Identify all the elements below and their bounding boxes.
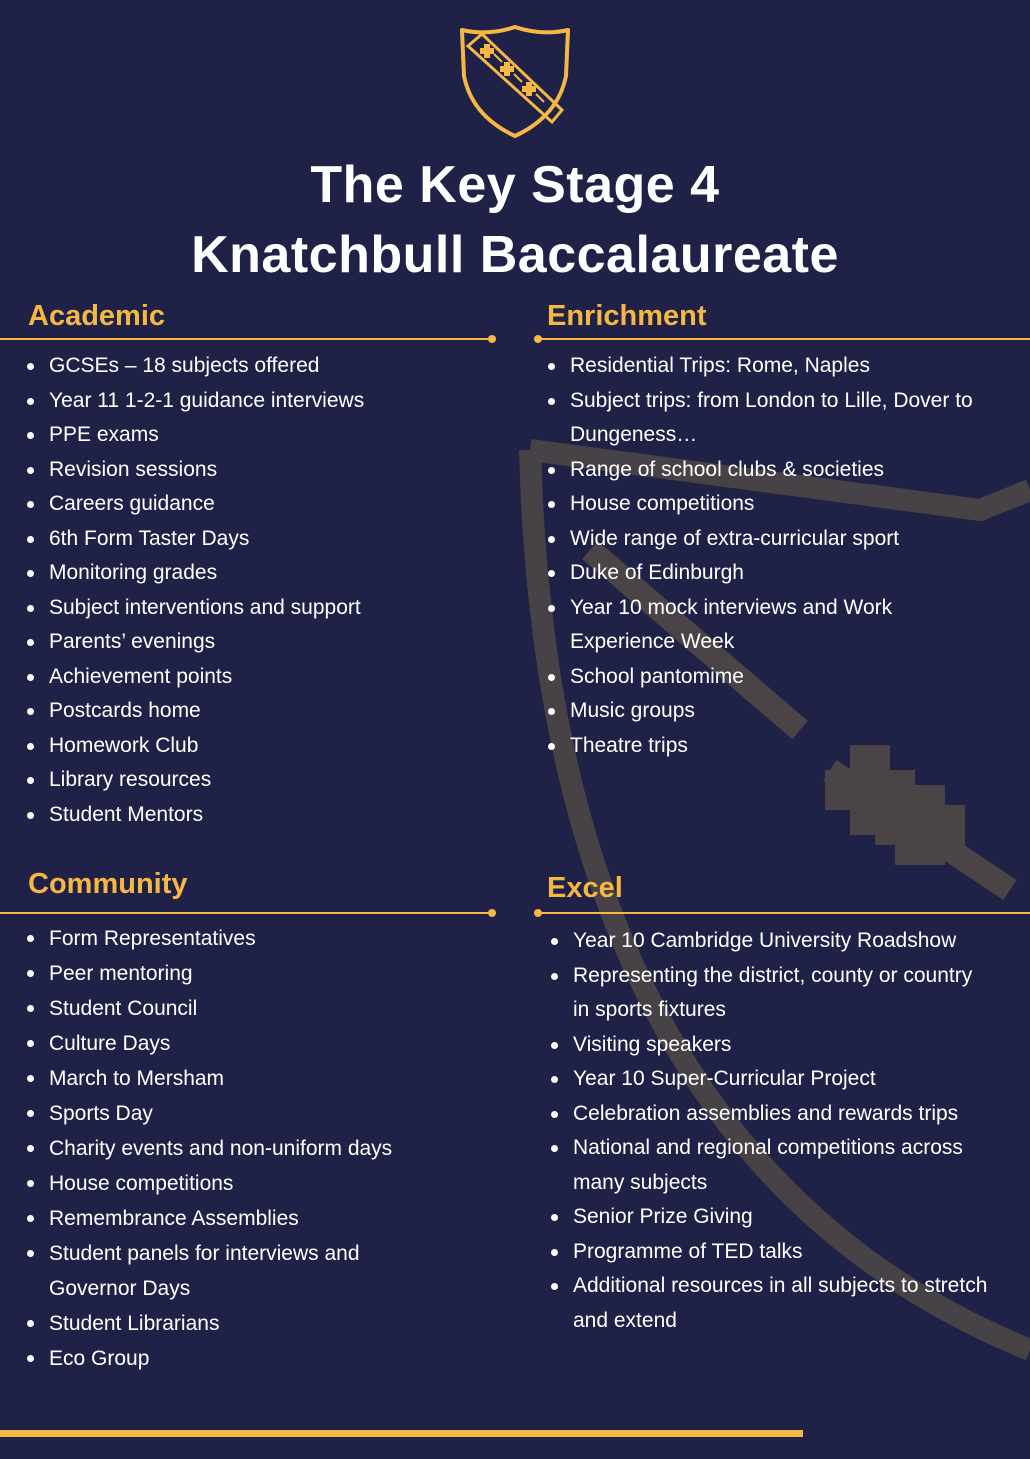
list-item-text: Peer mentoring [49, 962, 193, 985]
list-item [545, 591, 973, 626]
divider-dot [534, 335, 542, 343]
list-item-text: Representing the district, county or country [573, 963, 973, 987]
list-item [24, 694, 364, 729]
divider-enrichment [536, 338, 1030, 340]
list-item [24, 487, 364, 522]
bullet-icon [548, 674, 555, 681]
bullet-icon [548, 708, 555, 715]
list-enrichment [545, 349, 973, 763]
list-item [24, 1026, 392, 1061]
divider-dot [488, 335, 496, 343]
list-item [24, 1131, 392, 1166]
list-item [24, 384, 364, 419]
list-item-text: March to Mersham [49, 1067, 225, 1090]
list-item-continuation [548, 1166, 987, 1201]
bullet-icon [551, 1111, 558, 1118]
divider-academic [0, 338, 494, 340]
list-item [548, 1028, 987, 1063]
list-item [548, 924, 987, 959]
list-item [24, 1061, 392, 1096]
section-heading-academic: Academic [28, 300, 166, 332]
list-item-text: Achievement points [49, 664, 233, 688]
title-line-1: The Key Stage 4 [310, 156, 720, 214]
list-item [24, 1341, 392, 1376]
bullet-icon [27, 1075, 34, 1082]
bullet-icon [27, 536, 34, 543]
section-heading-enrichment: Enrichment [547, 300, 707, 332]
list-item-text: Subject interventions and support [49, 595, 361, 619]
list-item [545, 384, 973, 419]
section-community [28, 866, 188, 902]
bullet-icon [27, 674, 34, 681]
bullet-icon [551, 938, 558, 945]
list-item-text: Programme of TED talks [573, 1239, 803, 1263]
bullet-icon [551, 1249, 558, 1256]
list-item [545, 660, 973, 695]
list-item-text: Wide range of extra-curricular sport [570, 526, 900, 550]
list-item [24, 591, 364, 626]
list-item-text: Parents’ evenings [49, 630, 216, 653]
list-item [24, 1201, 392, 1236]
list-item-text: Postcards home [49, 699, 201, 722]
bullet-icon [27, 1320, 34, 1327]
list-item-text: Remembrance Assemblies [49, 1207, 299, 1230]
divider-excel [536, 912, 1030, 914]
section-enrichment [547, 298, 707, 334]
list-item [24, 660, 364, 695]
list-item-text: Student Mentors [49, 802, 204, 826]
list-item-text: many subjects [573, 1170, 708, 1194]
bullet-icon [548, 536, 555, 543]
bullet-icon [548, 398, 555, 405]
list-item-text: Residential Trips: Rome, Naples [570, 354, 870, 377]
list-item-text: Year 11 1-2-1 guidance interviews [49, 388, 365, 412]
list-item-continuation [545, 625, 973, 660]
list-item-text: Student Council [49, 997, 198, 1020]
list-item-text: Experience Week [570, 630, 735, 653]
shield-crest-icon [458, 24, 572, 140]
bullet-icon [27, 467, 34, 474]
bullet-icon [548, 570, 555, 577]
bullet-icon [551, 1042, 558, 1049]
list-item-text: Year 10 Cambridge University Roadshow [573, 929, 957, 952]
list-item [24, 1096, 392, 1131]
list-item-text: Subject trips: from London to Lille, Dover to [570, 388, 973, 412]
bullet-icon [27, 1215, 34, 1222]
list-item [24, 556, 364, 591]
list-item [548, 1269, 987, 1304]
bullet-icon [27, 363, 34, 370]
bullet-icon [27, 501, 34, 508]
list-item-text: Student Librarians [49, 1312, 220, 1335]
divider-community [0, 912, 494, 914]
list-item [24, 956, 392, 991]
bullet-icon [27, 1145, 34, 1152]
list-item-continuation [24, 1271, 392, 1306]
bullet-icon [27, 570, 34, 577]
list-item [24, 763, 364, 798]
bullet-icon [27, 398, 34, 405]
bullet-icon [548, 501, 555, 508]
divider-dot [488, 909, 496, 917]
bullet-icon [27, 1110, 34, 1117]
bullet-icon [27, 1040, 34, 1047]
list-item [24, 921, 392, 956]
bullet-icon [548, 467, 555, 474]
bullet-icon [548, 743, 555, 750]
bullet-icon [548, 363, 555, 370]
list-item-text: Visiting speakers [573, 1032, 732, 1056]
page-title [0, 150, 1030, 290]
bottom-accent-bar [0, 1430, 803, 1437]
bullet-icon [551, 1214, 558, 1221]
list-item [545, 522, 973, 557]
list-item [545, 694, 973, 729]
list-item [24, 625, 364, 660]
list-item [24, 349, 364, 384]
list-item-continuation [548, 1304, 987, 1339]
title-line-2: Knatchbull Baccalaureate [191, 226, 839, 284]
bullet-icon [27, 812, 34, 819]
bullet-icon [27, 605, 34, 612]
list-item-text: Celebration assemblies and rewards trips [573, 1101, 959, 1125]
list-item-text: Governor Days [49, 1277, 191, 1300]
list-community [24, 921, 392, 1376]
list-item-text: Careers guidance [49, 492, 215, 515]
list-item-text: Duke of Edinburgh [570, 561, 744, 584]
list-item-text: 6th Form Taster Days [49, 526, 250, 550]
list-item-continuation [548, 993, 987, 1028]
list-item-continuation [545, 418, 973, 453]
bullet-icon [27, 1180, 34, 1187]
list-item-text: Homework Club [49, 733, 199, 757]
list-academic [24, 349, 364, 832]
list-item [24, 418, 364, 453]
section-academic [28, 298, 165, 334]
list-item [24, 1236, 392, 1271]
list-item-text: Range of school clubs & societies [570, 457, 885, 481]
bullet-icon [551, 1283, 558, 1290]
list-item [548, 959, 987, 994]
bullet-icon [27, 708, 34, 715]
list-item-text: Student panels for interviews and [49, 1242, 360, 1265]
list-item [24, 453, 364, 488]
section-excel [547, 870, 623, 906]
list-item-text: Year 10 Super-Curricular Project [573, 1067, 876, 1090]
bullet-icon [27, 1355, 34, 1362]
list-item-text: Music groups [570, 699, 695, 722]
list-item-text: Eco Group [49, 1347, 150, 1370]
list-item [548, 1097, 987, 1132]
list-item [24, 991, 392, 1026]
bullet-icon [27, 432, 34, 439]
bullet-icon [27, 639, 34, 646]
list-excel [548, 924, 987, 1338]
list-item [548, 1200, 987, 1235]
list-item [545, 349, 973, 384]
list-item [545, 487, 973, 522]
list-item-text: Theatre trips [570, 733, 688, 757]
bullet-icon [27, 1005, 34, 1012]
list-item-text: House competitions [49, 1172, 234, 1195]
list-item [545, 453, 973, 488]
list-item-text: and extend [573, 1308, 677, 1332]
list-item-text: PPE exams [49, 423, 159, 446]
list-item-text: Additional resources in all subjects to stretch [573, 1274, 988, 1297]
divider-dot [534, 909, 542, 917]
list-item-text: House competitions [570, 492, 755, 515]
list-item-text: Year 10 mock interviews and Work [570, 595, 893, 619]
list-item-text: in sports fixtures [573, 998, 726, 1021]
list-item-text: Charity events and non-uniform days [49, 1137, 393, 1160]
list-item-text: Monitoring grades [49, 561, 218, 584]
list-item [24, 729, 364, 764]
list-item-text: Senior Prize Giving [573, 1205, 753, 1228]
list-item [545, 556, 973, 591]
bullet-icon [27, 970, 34, 977]
list-item-text: Dungeness… [570, 423, 698, 446]
list-item-text: Culture Days [49, 1032, 171, 1055]
section-heading-community: Community [28, 868, 188, 900]
list-item-text: National and regional competitions across [573, 1136, 963, 1159]
list-item-text: Sports Day [49, 1102, 153, 1125]
list-item-text: Library resources [49, 768, 212, 791]
bullet-icon [27, 935, 34, 942]
bullet-icon [548, 605, 555, 612]
list-item [548, 1062, 987, 1097]
list-item [24, 798, 364, 833]
section-heading-excel: Excel [547, 872, 623, 904]
list-item [548, 1131, 987, 1166]
list-item [548, 1235, 987, 1270]
bullet-icon [27, 743, 34, 750]
bullet-icon [551, 1145, 558, 1152]
list-item-text: School pantomime [570, 664, 744, 688]
list-item [545, 729, 973, 764]
list-item-text: GCSEs – 18 subjects offered [49, 354, 320, 377]
list-item [24, 1306, 392, 1341]
list-item [24, 522, 364, 557]
bullet-icon [27, 777, 34, 784]
bullet-icon [27, 1250, 34, 1257]
list-item-text: Form Representatives [49, 927, 256, 950]
bullet-icon [551, 1076, 558, 1083]
bullet-icon [551, 973, 558, 980]
list-item-text: Revision sessions [49, 457, 218, 481]
list-item [24, 1166, 392, 1201]
